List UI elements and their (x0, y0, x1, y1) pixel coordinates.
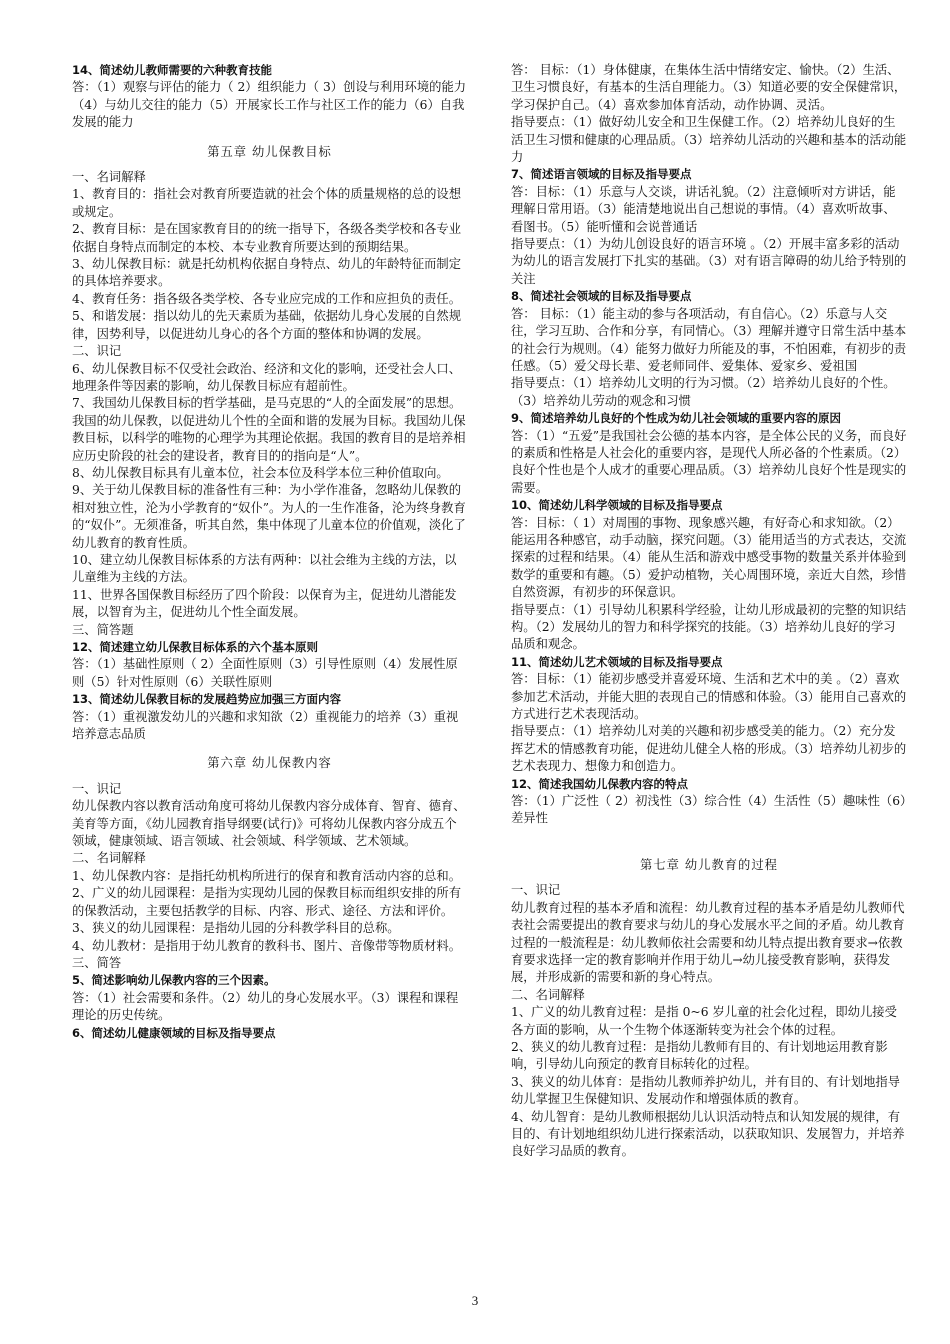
left-column (72, 62, 467, 1042)
question-heading: 13、简述幼儿保教目标的发展趋势应加强三方面内容 (72, 692, 342, 707)
paragraph: 10、建立幼儿保教目标体系的方法有两种：以社会维为主线的方法，以儿童维为主线的方法。 (72, 552, 457, 585)
paragraph: 4、教育任务：指各级各类学校、各专业应完成的工作和应担负的责任。 (72, 291, 462, 306)
paragraph: 11、世界各国保教目标经历了四个阶段：以保育为主，促进幼儿潜能发展，以智育为主，促进幼儿个性全面发展。 (72, 587, 457, 620)
paragraph: 答：目标：（1）能初步感受并喜爱环境、生活和艺术中的美 。（2）喜欢参加艺术活动，并能大胆的表现自己的情感和体验。（3）能用自己喜欢的方式进行艺术表现活动。 (511, 672, 907, 722)
question-heading: 9、简述培养幼儿良好的个性成为幼儿社会领域的重要内容的原因 (511, 411, 841, 426)
paragraph: 指导要点：（1）培养幼儿对美的兴趣和初步感受美的能力。（2）充分发挥艺术的情感教育功能，促进幼儿健全人格的形成。（3）培养幼儿初步的艺术表现力、想像力和创造力。 (511, 724, 907, 774)
question-heading: 12、简述我国幼儿保教内容的特点 (511, 776, 689, 791)
question-heading: 10、简述幼儿科学领域的目标及指导要点 (511, 498, 723, 513)
paragraph: 指导要点：（1）做好幼儿安全和卫生保健工作。（2）培养幼儿良好的生活卫生习惯和健康的心理品质。（3）培养幼儿活动的兴趣和基本的活动能力 (511, 115, 907, 165)
paragraph: 答：目标：（ 1）对周围的事物、现象感兴趣，有好奇心和求知欲。（2）能运用各种感官，动手动脑，探究问题。（3）能用适当的方式表达，交流探索的过程和结果。（4）能从生活和游戏中感受事物的数量关系并体验到数学的重要和有趣。（5）爱护动植物，关心周围环境，亲近大自然，珍惜自然资源，有初步的环保意识。 (511, 515, 907, 600)
paragraph: 3、狭义的幼儿体育：是指幼儿教师养护幼儿，并有目的、有计划地指导幼儿掌握卫生保健知识、发展动作和增强体质的教育。 (511, 1074, 901, 1107)
question-heading: 14、简述幼儿教师需要的六种教育技能 (72, 63, 273, 77)
paragraph: 答： 目标：（1）能主动的参与各项活动，有自信心。（2）乐意与人交往，学习互助、合作和分享，有同情心。（3）理解并遵守日常生活中基本的社会行为规则。（4）能努力做好力所能及的事，不怕困难，有初步的责任感。（5）爱父母长辈、爱老师同伴、爱集体、爱家乡、爱祖国 (511, 306, 907, 373)
paragraph: 答： 目标：（1）身体健康，在集体生活中情绪安定、愉快。（2）生活、卫生习惯良好，有基本的生活自理能力。（3）知道必要的安全保健常识，学习保护自己。（4）喜欢参加体育活动，动作协调、灵活。 (511, 63, 907, 112)
paragraph: 幼儿保教内容以教育活动角度可将幼儿保教内容分成体育、智育、德育、美育等方面，《幼儿园教育指导纲要(试行)》可将幼儿保教内容分成五个领域，健康领域、语言领域、社会领域、科学领域、艺术领域。 (72, 799, 466, 849)
paragraph: 答：（1）基础性原则（ 2）全面性原则（3）引导性原则（4）发展性原则（5）针对性原则（6）关联性原则 (72, 657, 458, 689)
paragraph: 1、幼儿保教内容：是指托幼机构所进行的保育和教育活动内容的总和。 (72, 868, 462, 883)
paragraph: 二、名词解释 (511, 987, 585, 1002)
spacer (511, 828, 907, 845)
paragraph: 二、名词解释 (72, 851, 146, 866)
paragraph: 一、识记 (72, 781, 122, 796)
paragraph: 答：目标：（1）乐意与人交谈，讲话礼貌。（2）注意倾听对方讲话，能理解日常用语。（3）能清楚地说出自己想说的事情。（4）喜欢听故事、看图书。（5）能听懂和会说普通话 (511, 184, 896, 234)
paragraph: 二、识记 (72, 344, 122, 359)
paragraph: 2、狭义的幼儿教育过程：是指幼儿教师有目的、有计划地运用教育影响，引导幼儿向预定的教育目标转化的过程。 (511, 1039, 888, 1072)
chapter-heading: 第七章 幼儿教育的过程 (640, 857, 778, 872)
paragraph: 答：（1）广泛性（ 2）初浅性（3）综合性（4）生活性（5）趣味性（6）差异性 (511, 794, 907, 826)
paragraph: 答：（1）“五爱”是我国社会公德的基本内容，是全体公民的义务，而良好的素质和性格是人社会化的重要内容，是现代人所必备的个性素质。（2）良好个性也是个人成才的重要心理品质。（3）培养幼儿良好个性是现实的需要。 (511, 428, 907, 495)
paragraph: 指导要点：（1）为幼儿创设良好的语言环境 。（2）开展丰富多彩的活动为幼儿的语言发展打下扎实的基础。（3）对有语言障碍的幼儿给予特别的关注 (511, 237, 907, 286)
page-number: 3 (471, 1293, 479, 1308)
question-heading: 12、简述建立幼儿保教目标体系的六个基本原则 (72, 640, 319, 654)
paragraph: 1、广义的幼儿教育过程：是指 0~6 岁儿童的社会化过程，即幼儿接受各方面的影响，从一个生物个体逐渐转变为社会个体的过程。 (511, 1005, 897, 1037)
paragraph: 4、幼儿教材：是指用于幼儿教育的教科书、图片、音像带等物质材料。 (72, 938, 462, 953)
paragraph: 8、幼儿保教目标具有儿童本位，社会本位及科学本位三种价值取向。 (72, 465, 449, 480)
paragraph: 3、狭义的幼儿园课程：是指幼儿园的分科教学科目的总称。 (72, 921, 400, 936)
chapter-heading: 第五章 幼儿保教目标 (207, 144, 332, 159)
question-heading: 7、简述语言领域的目标及指导要点 (511, 167, 692, 182)
question-heading: 6、简述幼儿健康领域的目标及指导要点 (72, 1025, 276, 1040)
question-heading: 5、简述影响幼儿保教内容的三个因素。 (72, 973, 276, 988)
paragraph: 一、名词解释 (72, 170, 146, 185)
paragraph: 三、简答题 (72, 622, 134, 637)
right-column (511, 62, 907, 1161)
paragraph: 1、教育目的：指社会对教育所要造就的社会个体的质量规格的总的设想或规定。 (72, 187, 462, 219)
paragraph: 2、教育目标：是在国家教育目的的统一指导下，各级各类学校和各专业依据自身特点而制定的本校、本专业教育所要达到的预期结果。 (72, 222, 462, 254)
paragraph: 4、幼儿智育：是幼儿教师根据幼儿认识活动特点和认知发展的规律，有目的、有计划地组织幼儿进行探索活动，以获取知识、发展智力，并培养良好学习品质的教育。 (511, 1109, 905, 1159)
paragraph: 三、简答 (72, 955, 122, 970)
paragraph: 指导要点：（1）培养幼儿文明的行为习惯。（2）培养幼儿良好的个性。（3）培养幼儿劳动的观念和习惯 (511, 376, 896, 408)
paragraph: 9、关于幼儿保教目标的准备性有三种：为小学作准备，忽略幼儿保教的相对独立性，沦为小学教育的“奴仆”。为人的一生作准备，沦为终身教育的“奴仆”。无须准备，听其自然，集中体现了儿童本位的价值观，淡化了幼儿教育的教育性质。 (72, 483, 466, 550)
paragraph: 5、和谐发展：指以幼儿的先天素质为基础，依据幼儿身心发展的自然规律，因势利导，以促进幼儿身心的各个方面的整体和协调的发展。 (72, 309, 462, 341)
paragraph: 3、幼儿保教目标：就是托幼机构依据自身特点、幼儿的年龄特征而制定的具体培养要求。 (72, 257, 462, 289)
paragraph: 2、广义的幼儿园课程：是指为实现幼儿园的保教目标而组织安排的所有的保教活动，主要包括教学的目标、内容、形式、途径、方法和评价。 (72, 886, 462, 918)
paragraph: 答：（1）社会需要和条件。（2）幼儿的身心发展水平。（3）课程和课程理论的历史传统。 (72, 990, 459, 1023)
paragraph: 答：（1）重视激发幼儿的兴趣和求知欲（2）重视能力的培养（3）重视培养意志品质 (72, 709, 459, 742)
paragraph: 指导要点：（1）引导幼儿积累科学经验，让幼儿形成最初的完整的知识结构。（2）发展幼儿的智力和科学探究的技能。（3）培养幼儿良好的学习品质和观念。 (511, 602, 907, 652)
paragraph: 幼儿教育过程的基本矛盾和流程：幼儿教育过程的基本矛盾是幼儿教师代表社会需要提出的教育要求与幼儿的身心发展水平之间的矛盾。幼儿教育过程的一般流程是：幼儿教师依社会需要和幼儿特点提出教育要求→依教育要求选择一定的教育影响并作用于幼儿→幼儿接受教育影响，获得发展，并形成新的需要和新的身心特点。 (511, 900, 905, 985)
paragraph: 6、幼儿保教目标不仅受社会政治、经济和文化的影响，还受社会人口、地理条件等因素的影响，幼儿保教目标应有超前性。 (72, 361, 462, 393)
paragraph: 答：（1）观察与评估的能力（ 2）组织能力（ 3）创设与利用环境的能力（4）与幼儿交往的能力（5）开展家长工作与社区工作的能力（6）自我发展的能力 (72, 80, 467, 130)
paragraph: 一、识记 (511, 883, 561, 898)
question-heading: 11、简述幼儿艺术领域的目标及指导要点 (511, 654, 723, 669)
paragraph: 7、我国幼儿保教目标的哲学基础，是马克思的“人的全面发展”的思想。我国的幼儿保教，以促进幼儿个性的全面和谐的发展为目标。我国幼儿保教目标，以科学的唯物的心理学为其理论依据。我国的教育目的是培养相应历史阶段的社会的建设者，教育目的的指向是“人”。 (72, 396, 466, 463)
chapter-heading: 第六章 幼儿保教内容 (207, 756, 332, 771)
question-heading: 8、简述社会领域的目标及指导要点 (511, 289, 692, 304)
